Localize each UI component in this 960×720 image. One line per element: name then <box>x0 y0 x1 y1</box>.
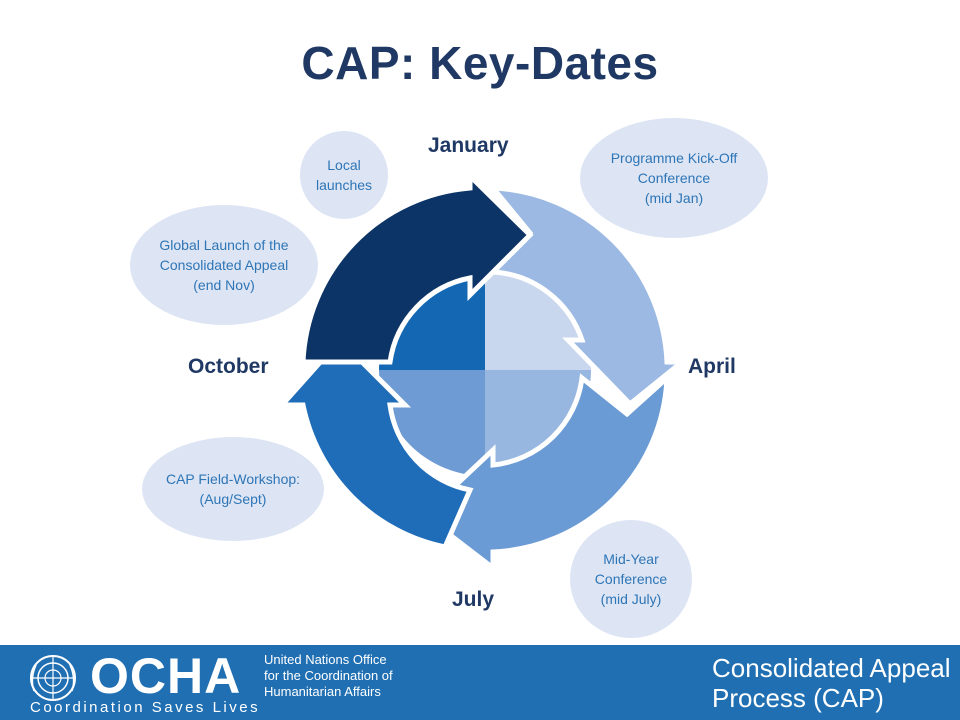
ocha-wordmark: OCHA <box>90 648 242 704</box>
bubble-line: Conference <box>637 170 711 186</box>
month-label-october: October <box>188 355 269 378</box>
bubble-line: (Aug/Sept) <box>199 491 267 507</box>
bubble-line: Programme Kick-Off <box>610 150 738 166</box>
bubble-mid-year-conference <box>570 520 692 638</box>
bubble-local-launches <box>300 131 388 219</box>
bubble-line: CAP Field-Workshop: <box>165 471 301 487</box>
month-label-january: January <box>428 134 509 157</box>
month-label-april: April <box>688 355 736 378</box>
process-line: Consolidated Appeal <box>712 653 951 683</box>
bubble-field-workshop <box>142 437 324 541</box>
org-full-name <box>264 652 393 700</box>
bubble-line: Conference <box>594 571 668 587</box>
org-name-line: Humanitarian Affairs <box>264 684 381 699</box>
bubble-line: Mid-Year <box>603 551 659 567</box>
month-label-july: July <box>452 588 495 611</box>
footer-motto: Coordination Saves Lives <box>30 699 261 716</box>
bubble-line: launches <box>315 177 373 193</box>
un-emblem-icon <box>26 651 80 705</box>
process-line: Process (CAP) <box>712 683 884 713</box>
footer-bar <box>0 645 960 720</box>
bubble-global-launch <box>130 205 318 325</box>
bubble-line: Local <box>327 157 361 173</box>
bubble-line: (end Nov) <box>193 277 255 293</box>
footer-process-name <box>712 653 951 713</box>
org-name-line: United Nations Office <box>264 652 387 667</box>
org-name-line: for the Coordination of <box>264 668 393 683</box>
bubble-line: (mid Jan) <box>644 190 704 206</box>
bubble-programme-kickoff <box>580 118 768 238</box>
page-title: CAP: Key-Dates <box>301 37 659 89</box>
bubble-line: Consolidated Appeal <box>159 257 289 273</box>
bubble-line: Global Launch of the <box>159 237 289 253</box>
bubble-line: (mid July) <box>600 591 662 607</box>
